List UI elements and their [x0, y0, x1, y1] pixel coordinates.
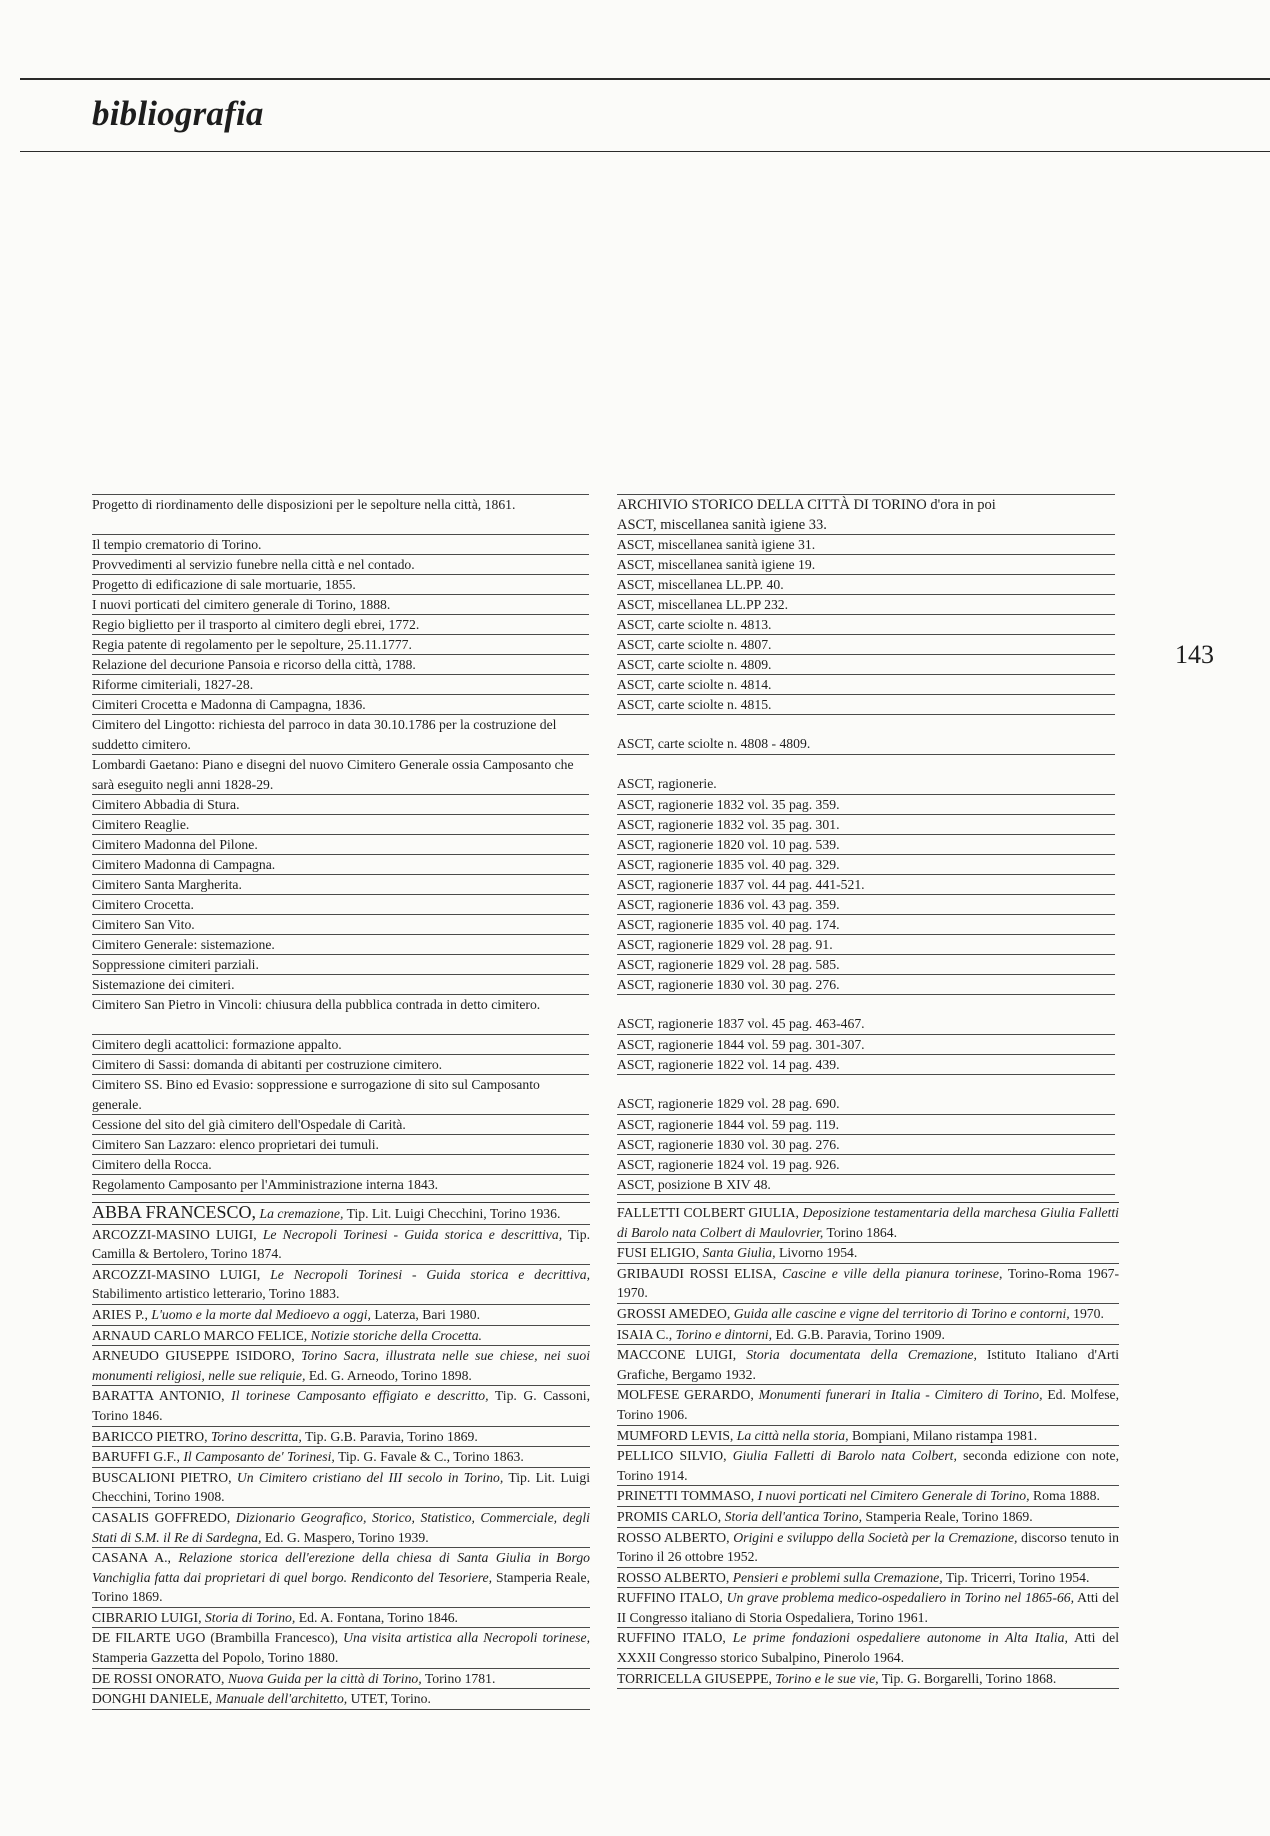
bibliography-entry — [617, 1628, 1119, 1668]
page-title: bibliografia — [92, 94, 264, 133]
entry-publication: Roma 1888. — [1032, 1488, 1100, 1504]
document-entry: Cimitero Madonna di Campagna. — [92, 855, 589, 875]
entry-author: FALLETTI COLBERT GIULIA, — [617, 1205, 799, 1220]
page-number: 143 — [1175, 640, 1214, 669]
entry-title: Storia documentata della Cremazione, — [746, 1347, 977, 1363]
document-entry: Cimitero San Lazzaro: elenco proprietari dei tumuli. — [92, 1135, 589, 1155]
entry-publication: Ed. G.B. Paravia, Torino 1909. — [775, 1326, 945, 1342]
archive-source-entry: ASCT, ragionerie 1836 vol. 43 pag. 359. — [617, 895, 1115, 915]
document-entry: Cessione del sito del già cimitero dell'Ospedale di Carità. — [92, 1115, 589, 1135]
entry-author: DE ROSSI ONORATO, — [92, 1670, 225, 1686]
entry-title: Torino Sacra, illustrata nelle sue chiese, nei suoi monumenti religiosi, nelle sue reliquie, — [92, 1348, 590, 1383]
entry-publication: Tip. Lit. Luigi Checchini, Torino 1936. — [346, 1206, 561, 1221]
entry-title: Deposizione testamentaria della marchesa Giulia Falletti di Barolo nata Colbert di Maulovrier, — [617, 1205, 1119, 1240]
entry-publication: Tip. G.B. Paravia, Torino 1869. — [304, 1428, 478, 1444]
entry-publication: Tip. Tricerri, Torino 1954. — [945, 1569, 1090, 1585]
entry-title: Storia di Torino, — [204, 1609, 296, 1625]
entry-title: Torino e le sue vie, — [775, 1670, 879, 1686]
archive-source-entry: ASCT, miscellanea sanità igiene 19. — [617, 555, 1115, 575]
entry-title: Torino e dintorni, — [675, 1326, 773, 1342]
entry-author: ABBA FRANCESCO, — [92, 1202, 257, 1222]
archive-source-entry: ASCT, ragionerie 1829 vol. 28 pag. 91. — [617, 935, 1115, 955]
entry-author: ARIES P., — [92, 1306, 148, 1322]
entry-publication: Torino-Roma 1967-1970. — [617, 1265, 1119, 1301]
bibliography-entry — [617, 1325, 1119, 1346]
bibliography-entry — [92, 1305, 590, 1326]
entry-title: Guida alle cascine e vigne del territorio di Torino e contorni, — [733, 1305, 1070, 1321]
entry-publication: Stamperia Reale, Torino 1869. — [92, 1569, 591, 1605]
bibliography-entry — [617, 1507, 1119, 1528]
entry-author: ARNEUDO GIUSEPPE ISIDORO, — [92, 1348, 295, 1364]
entry-publication: 1970. — [1073, 1305, 1104, 1321]
document-entry: Cimitero Reaglie. — [92, 815, 589, 835]
bibliography-entry — [92, 1225, 590, 1265]
archive-source-entry: ASCT, ragionerie 1824 vol. 19 pag. 926. — [617, 1155, 1115, 1175]
bibliography-left-column — [92, 1202, 590, 1710]
archive-source-entry: ASCT, ragionerie 1820 vol. 10 pag. 539. — [617, 835, 1115, 855]
document-entry: Cimitero SS. Bino ed Evasio: soppressione e surrogazione di sito sul Camposanto generale. — [92, 1075, 589, 1115]
bibliography-entry — [92, 1548, 590, 1608]
archive-source-entry: ASCT, ragionerie 1837 vol. 45 pag. 463-467. — [617, 995, 1115, 1035]
entry-publication: Atti del XXXII Congresso storico Subalpino, Pinerolo 1964. — [617, 1630, 1119, 1666]
archive-source-entry: ASCT, ragionerie 1844 vol. 59 pag. 119. — [617, 1115, 1115, 1135]
document-entry: Cimitero San Pietro in Vincoli: chiusura della pubblica contrada in detto cimitero. — [92, 995, 589, 1035]
entry-publication: Atti del II Congresso italiano di Storia Ospedaliera, Torino 1961. — [617, 1590, 1120, 1625]
entry-title: Origini e sviluppo della Società per la Cremazione, — [733, 1529, 1018, 1545]
bibliography-entry — [92, 1326, 590, 1347]
document-entry: Cimitero della Rocca. — [92, 1155, 589, 1175]
entry-author: ARCOZZI-MASINO LUIGI, — [92, 1266, 261, 1282]
entry-author: GROSSI AMEDEO, — [617, 1305, 731, 1321]
bibliography-entry — [617, 1385, 1119, 1425]
entry-title: Cascine e ville della pianura torinese, — [781, 1265, 1003, 1281]
document-entry: Progetto di edificazione di sale mortuarie, 1855. — [92, 575, 589, 595]
archive-source-entry: ASCT, miscellanea sanità igiene 31. — [617, 535, 1115, 555]
bibliography-entry — [617, 1203, 1119, 1243]
entry-title: Pensieri e problemi sulla Cremazione, — [732, 1569, 943, 1585]
entry-publication: Stabilimento artistico letterario, Torino 1883. — [92, 1286, 340, 1302]
archive-source-list — [617, 494, 1115, 1195]
entry-author: ROSSO ALBERTO, — [617, 1529, 730, 1545]
bibliography-right-column — [617, 1202, 1119, 1689]
entry-title: Santa Giulia, — [702, 1245, 776, 1261]
bibliography-entry — [617, 1345, 1119, 1385]
bibliography-entry — [617, 1486, 1119, 1507]
entry-title: I nuovi porticati nel Cimitero Generale di Torino, — [757, 1488, 1030, 1504]
archive-source-entry: ASCT, ragionerie 1837 vol. 44 pag. 441-521. — [617, 875, 1115, 895]
entry-author: PELLICO SILVIO, — [617, 1448, 727, 1464]
entry-author: ARCOZZI-MASINO LUIGI, — [92, 1226, 257, 1242]
entry-publication: Tip. Camilla & Bertolero, Torino 1874. — [92, 1226, 590, 1262]
entry-author: ARNAUD CARLO MARCO FELICE, — [92, 1327, 308, 1343]
bibliography-entry — [92, 1386, 590, 1426]
entry-title: Nuova Guida per la città di Torino, — [227, 1670, 422, 1686]
bibliography-entry — [92, 1608, 590, 1629]
entry-publication: Torino 1781. — [424, 1670, 496, 1686]
document-entry: Regio biglietto per il trasporto al cimitero degli ebrei, 1772. — [92, 615, 589, 635]
archive-source-entry: ASCT, carte sciolte n. 4808 - 4809. — [617, 715, 1115, 755]
title-rule — [20, 151, 1270, 152]
archive-source-entry: ASCT, carte sciolte n. 4814. — [617, 675, 1115, 695]
entry-author: BARICCO PIETRO, — [92, 1428, 208, 1444]
entry-author: ROSSO ALBERTO, — [617, 1569, 730, 1585]
entry-title: Dizionario Geografico, Storico, Statistico, Commerciale, degli Stati di S.M. il Re di Sardegna, — [92, 1509, 590, 1545]
entry-author: GRIBAUDI ROSSI ELISA, — [617, 1265, 777, 1281]
archive-source-entry: ASCT, ragionerie 1832 vol. 35 pag. 301. — [617, 815, 1115, 835]
bibliography-entry — [617, 1243, 1119, 1264]
bibliography-entry — [617, 1568, 1119, 1589]
entry-author: MACCONE LUIGI, — [617, 1347, 737, 1363]
bibliography-entry — [617, 1588, 1119, 1628]
entry-author: ISAIA C., — [617, 1326, 673, 1342]
entry-publication: Istituto Italiano d'Arti Grafiche, Bergamo 1932. — [617, 1347, 1119, 1382]
document-entry: Cimitero Santa Margherita. — [92, 875, 589, 895]
entry-title: La città nella storia, — [736, 1427, 849, 1443]
entry-publication: Tip. G. Cassoni, Torino 1846. — [92, 1388, 591, 1423]
archive-source-entry: ASCT, carte sciolte n. 4809. — [617, 655, 1115, 675]
entry-publication: Bompiani, Milano ristampa 1981. — [852, 1427, 1038, 1443]
archive-source-entry: ASCT, miscellanea LL.PP. 40. — [617, 575, 1115, 595]
document-entry: Cimitero del Lingotto: richiesta del parroco in data 30.10.1786 per la costruzione del suddetto cimitero. — [92, 715, 589, 755]
entry-publication: Ed. A. Fontana, Torino 1846. — [298, 1609, 458, 1625]
document-entry: Cimitero degli acattolici: formazione appalto. — [92, 1035, 589, 1055]
bibliography-entry — [92, 1628, 590, 1668]
document-entry: Cimitero Madonna del Pilone. — [92, 835, 589, 855]
entry-author: TORRICELLA GIUSEPPE, — [617, 1670, 772, 1686]
bibliography-entry — [92, 1508, 590, 1548]
bibliography-entry — [617, 1446, 1119, 1486]
document-entry: Soppressione cimiteri parziali. — [92, 955, 589, 975]
entry-publication: Torino 1864. — [826, 1224, 898, 1240]
top-rule — [20, 78, 1270, 80]
entry-publication: Stamperia Reale, Torino 1869. — [865, 1508, 1033, 1524]
archive-source-entry: ASCT, posizione B XIV 48. — [617, 1175, 1115, 1195]
entry-author: BARATTA ANTONIO, — [92, 1388, 225, 1404]
entry-author: DE FILARTE UGO (Brambilla Francesco), — [92, 1630, 339, 1646]
entry-author: CASANA A., — [92, 1550, 171, 1566]
entry-title: Monumenti funerari in Italia - Cimitero di Torino, — [758, 1387, 1043, 1403]
archive-source-entry: ARCHIVIO STORICO DELLA CITTÀ DI TORINO d'ora in poi ASCT, miscellanea sanità igiene 33. — [617, 495, 1115, 535]
archive-source-entry: ASCT, miscellanea LL.PP 232. — [617, 595, 1115, 615]
entry-publication: Tip. G. Borgarelli, Torino 1868. — [881, 1670, 1057, 1686]
bibliography-entry — [92, 1468, 590, 1508]
entry-title: Il torinese Camposanto effigiato e descritto, — [231, 1388, 489, 1404]
entry-author: MOLFESE GERARDO, — [617, 1387, 754, 1403]
document-entry: Il tempio crematorio di Torino. — [92, 535, 589, 555]
entry-title: Il Camposanto de' Torinesi, — [183, 1449, 335, 1465]
bibliography-entry — [617, 1264, 1119, 1304]
entry-title: Torino descritta, — [211, 1428, 302, 1444]
bibliography-entry — [92, 1427, 590, 1448]
archive-source-entry: ASCT, ragionerie 1830 vol. 30 pag. 276. — [617, 975, 1115, 995]
entry-author: MUMFORD LEVIS, — [617, 1427, 734, 1443]
entry-publication: Laterza, Bari 1980. — [374, 1306, 481, 1322]
entry-title: Una visita artistica alla Necropoli torinese, — [343, 1630, 591, 1646]
entry-author: PROMIS CARLO, — [617, 1508, 722, 1524]
bibliography-entry — [92, 1265, 590, 1305]
archive-source-entry: ASCT, ragionerie 1832 vol. 35 pag. 359. — [617, 795, 1115, 815]
entry-author: BARUFFI G.F., — [92, 1449, 180, 1465]
entry-publication: UTET, Torino. — [350, 1691, 431, 1707]
entry-title: Le prime fondazioni ospedaliere autonome in Alta Italia, — [732, 1630, 1068, 1646]
entry-author: CASALIS GOFFREDO, — [92, 1509, 231, 1525]
document-entry: Cimitero di Sassi: domanda di abitanti per costruzione cimitero. — [92, 1055, 589, 1075]
entry-author: PRINETTI TOMMASO, — [617, 1488, 755, 1504]
archive-source-entry: ASCT, ragionerie 1835 vol. 40 pag. 174. — [617, 915, 1115, 935]
archive-source-entry: ASCT, carte sciolte n. 4813. — [617, 615, 1115, 635]
bibliography-entry — [92, 1447, 590, 1468]
document-entry: Progetto di riordinamento delle disposizioni per le sepolture nella città, 1861. — [92, 495, 589, 535]
entry-title: Relazione storica dell'erezione della chiesa di Santa Giulia in Borgo Vanchiglia fatta dai proprietari di quel borgo. Rendiconto del Tesoriere, — [92, 1550, 591, 1585]
entry-title: Le Necropoli Torinesi - Guida storica e descrittiva, — [262, 1226, 563, 1242]
bibliography-entry — [92, 1689, 590, 1710]
entry-author: RUFFINO ITALO, — [617, 1630, 726, 1646]
bibliography-entry — [617, 1304, 1119, 1325]
archive-source-entry: ASCT, ragionerie. — [617, 755, 1115, 795]
document-entry: Cimiteri Crocetta e Madonna di Campagna, 1836. — [92, 695, 589, 715]
entry-publication: Tip. G. Favale & C., Torino 1863. — [338, 1449, 524, 1465]
archive-source-entry: ASCT, carte sciolte n. 4815. — [617, 695, 1115, 715]
entry-publication: Ed. G. Maspero, Torino 1939. — [264, 1529, 429, 1545]
entry-author: RUFFINO ITALO, — [617, 1590, 723, 1606]
bibliography-entry — [92, 1346, 590, 1386]
bibliography-entry — [617, 1528, 1119, 1568]
document-entry: Lombardi Gaetano: Piano e disegni del nuovo Cimitero Generale ossia Camposanto che sarà eseguito negli anni 1828-29. — [92, 755, 589, 795]
document-entry: Cimitero Generale: sistemazione. — [92, 935, 589, 955]
document-entry: Cimitero Crocetta. — [92, 895, 589, 915]
document-entry: I nuovi porticati del cimitero generale di Torino, 1888. — [92, 595, 589, 615]
entry-title: Le Necropoli Torinesi - Guida storica e decrittiva, — [270, 1266, 591, 1282]
document-entry: Sistemazione dei cimiteri. — [92, 975, 589, 995]
archive-source-entry: ASCT, carte sciolte n. 4807. — [617, 635, 1115, 655]
bibliography-entry — [617, 1426, 1119, 1447]
entry-title: Manuale dell'architetto, — [215, 1691, 348, 1707]
entry-title: La cremazione, — [259, 1206, 344, 1221]
document-list — [92, 494, 589, 1195]
document-entry: Provvedimenti al servizio funebre nella città e nel contado. — [92, 555, 589, 575]
entry-publication: seconda edizione con note, Torino 1914. — [617, 1448, 1120, 1483]
document-entry: Riforme cimiteriali, 1827-28. — [92, 675, 589, 695]
document-entry: Regolamento Camposanto per l'Amministrazione interna 1843. — [92, 1175, 589, 1195]
entry-author: BUSCALIONI PIETRO, — [92, 1469, 232, 1485]
bibliography-entry — [92, 1203, 590, 1225]
entry-author: DONGHI DANIELE, — [92, 1691, 213, 1707]
archive-source-entry: ASCT, ragionerie 1830 vol. 30 pag. 276. — [617, 1135, 1115, 1155]
document-entry: Cimitero San Vito. — [92, 915, 589, 935]
document-entry: Cimitero Abbadia di Stura. — [92, 795, 589, 815]
entry-title: Un Cimitero cristiano del III secolo in Torino, — [236, 1469, 504, 1485]
archive-source-entry: ASCT, ragionerie 1844 vol. 59 pag. 301-307. — [617, 1035, 1115, 1055]
entry-publication: Ed. G. Arneodo, Torino 1898. — [308, 1367, 472, 1383]
entry-title: Un grave problema medico-ospedaliero in Torino nel 1865-66, — [726, 1590, 1075, 1606]
entry-title: L'uomo e la morte dal Medioevo a oggi, — [151, 1306, 371, 1322]
document-entry: Relazione del decurione Pansoia e ricorso della città, 1788. — [92, 655, 589, 675]
entry-title: Giulia Falletti di Barolo nata Colbert, — [732, 1448, 957, 1464]
entry-author: CIBRARIO LUIGI, — [92, 1609, 202, 1625]
entry-publication: Livorno 1954. — [778, 1245, 858, 1261]
archive-source-entry: ASCT, ragionerie 1829 vol. 28 pag. 690. — [617, 1075, 1115, 1115]
archive-source-entry: ASCT, ragionerie 1835 vol. 40 pag. 329. — [617, 855, 1115, 875]
document-entry: Regia patente di regolamento per le sepolture, 25.11.1777. — [92, 635, 589, 655]
bibliography-entry — [92, 1669, 590, 1690]
entry-publication: Stamperia Gazzetta del Popolo, Torino 1880. — [92, 1650, 339, 1666]
bibliography-entry — [617, 1669, 1119, 1690]
entry-title: Notizie storiche della Crocetta. — [310, 1327, 482, 1343]
archive-source-entry: ASCT, ragionerie 1822 vol. 14 pag. 439. — [617, 1055, 1115, 1075]
entry-author: FUSI ELIGIO, — [617, 1245, 700, 1261]
entry-title: Storia dell'antica Torino, — [724, 1508, 863, 1524]
entry-publication: Ed. Molfese, Torino 1906. — [617, 1387, 1120, 1422]
entry-publication: discorso tenuto in Torino il 26 ottobre 1952. — [617, 1529, 1120, 1565]
archive-source-entry: ASCT, ragionerie 1829 vol. 28 pag. 585. — [617, 955, 1115, 975]
entry-publication: Tip. Lit. Luigi Checchini, Torino 1908. — [92, 1469, 591, 1505]
